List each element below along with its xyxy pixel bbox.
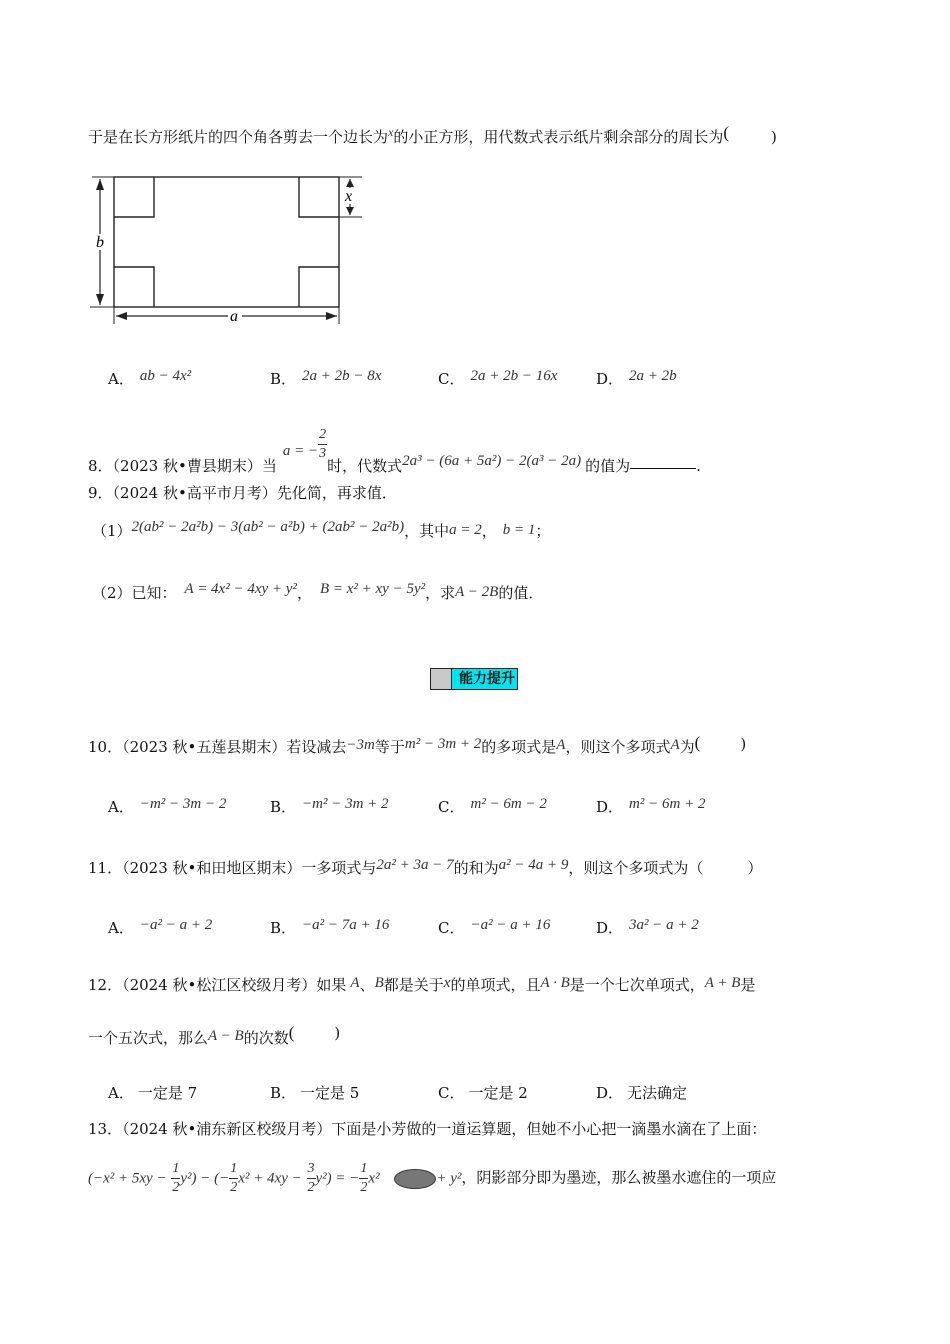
q12-option-d[interactable]: D． 无法确定 [596, 1084, 688, 1102]
q7-option-b[interactable]: B． 2a + 2b − 8x [270, 368, 382, 388]
q8-fraction: $\frac{2}{3}$ [319, 427, 327, 461]
q7-stem: 于是在长方形纸片的四个角各剪去一个边长为$^x$的小正方形，用代数式表示纸片剩余部分的周长为( ) [88, 123, 777, 146]
label-a: a [230, 308, 238, 325]
section-title: 能力提升 [430, 668, 518, 690]
q10-stem: 10．（2023 秋•五莲县期末）若设减去−3m等于m² − 3m + 2的多项式是A，则这个多项式A为( ) [88, 733, 747, 756]
q9-stem: 9．（2024 秋•高平市月考）先化简，再求值． [88, 484, 397, 502]
q9-part1: （1）2(ab² − 2a²b) − 3(ab² − a²b) + (2ab² − 2a²b)，其中a = 2， b = 1； [92, 519, 551, 540]
q10-option-b[interactable]: B． −m² − 3m + 2 [270, 796, 389, 816]
corner-square-bl [114, 267, 154, 307]
q8: 8．（2023 秋•曹县期末）当a = − $\frac{2}{3}$ 时，代数式2a³ − (6a + 5a²) − 2(a³ − 2a) 的值为 . [88, 427, 701, 475]
outer-rectangle [114, 177, 339, 307]
q7-option-d[interactable]: D． 2a + 2b [596, 368, 677, 388]
q12-stem-line1: 12．（2024 秋•松江区校级月考）如果 A、B都是关于x的单项式，且A · B是一个七次单项式，A + B是 [88, 975, 756, 994]
label-b: b [96, 234, 104, 251]
q11-option-b[interactable]: B． −a² − 7a + 16 [270, 917, 390, 937]
q10-option-c[interactable]: C． m² − 6m − 2 [438, 796, 547, 816]
q12-stem-line2: 一个五次式，那么A − B的次数( ) [88, 1023, 341, 1047]
q11-option-d[interactable]: D． 3a² − a + 2 [596, 917, 699, 937]
q12-option-c[interactable]: C． 一定是 2 [438, 1084, 528, 1102]
q7-option-c[interactable]: C． 2a + 2b − 16x [438, 368, 558, 388]
q9-part2: （2）已知： A = 4x² − 4xy + y²， B = x² + xy − 5y²，求A − 2B的值． [92, 581, 544, 602]
rectangle-figure [86, 168, 366, 328]
q10-option-d[interactable]: D． m² − 6m + 2 [596, 796, 706, 816]
q11-stem: 11．（2023 秋•和田地区期末）一多项式与2a² + 3a − 7的和为a² − 4a + 9，则这个多项式为（ ） [88, 857, 763, 877]
label-x: x [345, 188, 353, 205]
corner-square-tr [299, 177, 339, 217]
q12-option-a[interactable]: A． 一定是 7 [108, 1084, 198, 1102]
section-box-icon [431, 669, 452, 689]
q10-option-a[interactable]: A． −m² − 3m − 2 [108, 796, 227, 816]
ink-blot-icon [394, 1169, 436, 1189]
q13-stem: 13．（2024 秋•浦东新区校级月考）下面是小芳做的一道运算题，但她不小心把一滴墨水滴在了上面： [88, 1120, 767, 1138]
q11-option-a[interactable]: A． −a² − a + 2 [108, 917, 213, 937]
q11-option-c[interactable]: C． −a² − a + 16 [438, 917, 551, 937]
corner-square-tl [114, 177, 154, 217]
q12-option-b[interactable]: B． 一定是 5 [270, 1084, 360, 1102]
q13-expression: (−x² + 5xy − $\frac{1}{2}$ y²) − (− $\frac{1}{2}$ x² + 4xy − $\frac{3}{2}$ y²) = − $\frac{1}{2}$ x² + y²，阴影部分即为墨迹，那么被墨水遮住的一项应 [88, 1161, 777, 1195]
q7-option-a[interactable]: A． ab − 4x² [108, 368, 192, 388]
q8-answer-blank[interactable] [630, 454, 696, 469]
corner-square-br [299, 267, 339, 307]
